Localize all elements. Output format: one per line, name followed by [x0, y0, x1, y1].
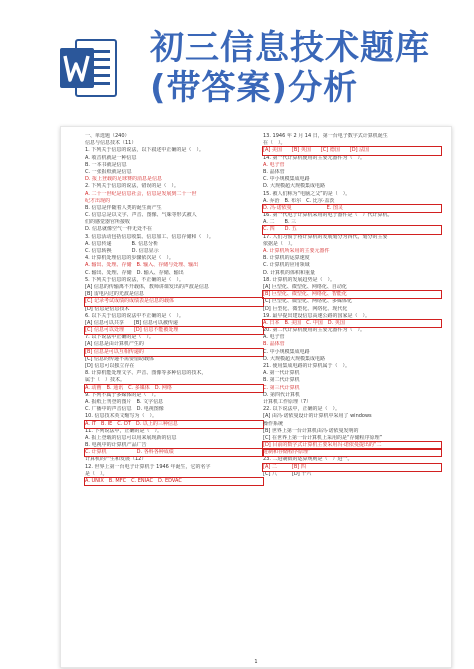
- question-line: A. 计算机所采用的主要元器件: [263, 248, 330, 254]
- question-line: 11. 下列说法中，正确的是（ ）。: [85, 427, 163, 434]
- question-line: C. 广播中的声音信息 D. 电视图像: [85, 406, 164, 413]
- question-line: 13. 1946 年 2 月 14 日，第一台电子数字式计算机诞生: [263, 133, 388, 139]
- question-line: 20. 第二代计算机使用的主要元器件为（ ）。: [263, 327, 366, 334]
- question-line: A. 动画 B. 通讯 C. 多媒体 D. 网络: [85, 385, 263, 392]
- question-line: C. 四 D. 五: [263, 226, 441, 233]
- left-column: [85, 133, 263, 485]
- question-line: C. 输出、处理、存储 D. 输入、存储、输出: [85, 269, 184, 276]
- question-line: 10. 信息技术英文缩写为（ ）。: [85, 413, 158, 420]
- question-line: [C] 信息可以处理 [D] 信息不能被处理: [85, 327, 263, 334]
- question-line: [A] 美国 [B] 英国 [C] 德国 [D] 法国: [263, 147, 441, 154]
- question-line: [A] 信息的传输离不开载体，教师讲课发出的声波是信息: [85, 283, 209, 290]
- question-line: C. 中小规模集成电路: [263, 348, 310, 355]
- question-line: D. 信息就像空气一样无处不在: [85, 226, 153, 233]
- question-line: A. 第一代计算机: [263, 370, 300, 377]
- question-line: 6. 以下关于信息的说法中不正确的是（ ）。: [85, 312, 184, 319]
- question-line: 5. 下列关于信息的说法，不正确的是（ ）。: [85, 276, 184, 283]
- page-number: 1: [254, 659, 258, 665]
- question-line: B. 计算机的运算速度: [263, 255, 310, 262]
- question-line: 17. 人们习惯于将计算机的发展划分为四代，划分的主要: [263, 233, 388, 240]
- question-line: C. 第三代计算机: [263, 384, 300, 391]
- question-line: C. 信息总是以文字、声音、图像、气味等形式被人: [85, 212, 197, 219]
- question-line: [A] 信息可以共享 [B] 信息可以被传递: [85, 319, 178, 326]
- question-line: C. 中小规模集成电路: [263, 176, 310, 183]
- question-line: C. 计算机 D. 各科各种成绩: [85, 449, 263, 456]
- question-line: 15. 被人们称为“电脑之父”的是（ ）。: [263, 190, 351, 197]
- question-line: 22. 以下说法中，正确的是（ ）。: [263, 406, 341, 413]
- question-line: 依据是（ ）。: [263, 240, 296, 247]
- question-line: B. 信息是伴随着人类的诞生而产生: [85, 204, 162, 211]
- question-line: 16. 第一代电子计算机采用的电子器件是（ ）代计算机。: [263, 212, 393, 219]
- question-line: 属于（ ）技术。: [85, 377, 126, 384]
- question-line: A. 收音机就是一种信息: [85, 154, 137, 161]
- question-line: [C] 记录考试成绩的成绩表是信息的载体: [85, 298, 263, 305]
- question-line: A. 报上登载的信息可以用来展现新的信息: [85, 434, 177, 441]
- question-line: C. 计算机的应用领域: [263, 262, 310, 269]
- question-line: 计算机工作原理（7）: [263, 398, 312, 405]
- question-line: D. 计算机的体积和重量: [263, 269, 316, 276]
- question-line: A. 电子管: [263, 334, 285, 341]
- question-line: 在（ ）。: [263, 140, 286, 147]
- right-column: [263, 133, 441, 478]
- question-line: [B] 世界上第一台计算机由冯·诺依曼发明的: [263, 427, 359, 434]
- page-title: [150, 28, 430, 108]
- document-page: [60, 126, 452, 668]
- question-line: B. 晶体管: [263, 341, 285, 348]
- question-line: 3. 信息活动包括信息收集、信息加工、信息存储和（ ）。: [85, 233, 214, 240]
- question-line: 1. 下列关于信息的说法，以下叙述中正确的是（ ）。: [85, 147, 204, 154]
- question-line: 18. 计算机的发展趋势是（ ）。: [263, 276, 336, 283]
- question-line: 7. 以下说法中正确的是（ ）。: [85, 334, 154, 341]
- question-line: [C] 信息的传递不需要借助载体: [85, 355, 154, 362]
- question-line: [A] 二 [B] 四: [263, 464, 441, 471]
- question-line: 23. 二进制数的运算规则是（ ）进一。: [263, 456, 353, 463]
- question-line: 2. 下列关于信息的说法，错误的是（ ）。: [85, 183, 179, 190]
- question-line: D. 大规模超大规模集成电路: [263, 355, 326, 362]
- question-line: [D] 巨型化、微型化、网络化、现代化: [263, 305, 348, 312]
- title-line-1: 初三信息技术题库: [150, 28, 430, 68]
- question-line: 8. 计算机能处理文字、声音、图像等多种信息的技术，: [85, 370, 207, 377]
- header: [0, 0, 474, 120]
- question-line: 操作系统: [263, 420, 284, 427]
- question-line: C. 一张报纸就是信息: [85, 168, 132, 175]
- question-line: A. 信息传递 B. 信息分析: [85, 240, 159, 247]
- question-line: A. 报纸上刊登的图片 B. 文字信息: [85, 398, 164, 405]
- question-line: [C] 巨型化、微型化、网络化、多媒体化: [263, 298, 352, 305]
- title-line-2: (带答案)分析: [150, 68, 359, 108]
- question-line: 12. 世界上第一台电子计算机于 1946 年诞生，它的名字: [85, 463, 211, 470]
- question-line: A. 二十一世纪是信息社会，信息是发展到二十一世: [85, 190, 197, 197]
- question-line: [A] 信息是由计算机产生的: [85, 341, 144, 348]
- question-line: [D] 目前的数字式计算机主要采用冯·诺依曼提出的“二: [263, 442, 441, 449]
- question-line: A. UNIX B. MFC C. ENIAC D. EDVAC: [85, 478, 263, 485]
- question-line: 4. 计算机处理信息的步骤依次是（ ）。: [85, 255, 174, 262]
- question-line: B. 电视中的计算机产品广告: [85, 442, 147, 449]
- question-line: [C] 八 [D] 十六: [263, 470, 312, 477]
- question-line: [A] 巨型化、微型化、网络化、自动化: [263, 283, 347, 290]
- question-line: A. 输出、处理、存储 B. 输入、存储与处理、输出: [85, 262, 199, 269]
- question-line: 21. 使用集成电路的计算机属于（ ）。: [263, 363, 351, 369]
- question-line: [B] 信息是可以互相传递的: [85, 349, 263, 356]
- question-line: C. 信息转换 D. 信息显示: [85, 248, 159, 254]
- question-line: 信息与信息技术（11）: [85, 140, 137, 147]
- question-line: [C] 在世界上第一台计算机上采用的是“存储程序原理”: [263, 434, 383, 441]
- question-line: [A] 由冯·诺依曼设计的计算机中采用了 windows: [263, 413, 372, 420]
- question-line: 19. 最早提出建设信息高速公路的国家是（ ）。: [263, 312, 371, 319]
- word-document-icon: [60, 36, 118, 100]
- question-line: 一、单选题（240）: [85, 133, 130, 139]
- question-line: D. 报上登载的足球赛的消息是信息: [85, 176, 163, 183]
- question-line: B. 晶体管: [263, 168, 285, 175]
- question-line: 是（ ）。: [85, 470, 108, 477]
- question-line: [B] 雷电闪过的光波是信息: [85, 291, 144, 298]
- question-line: 计算机的产生和发展（12）: [85, 456, 147, 463]
- question-line: 纪才出现的: [85, 197, 111, 204]
- question-line: 进制和存储程序原理”: [263, 449, 441, 456]
- question-line: D. 冯·诺依曼 E. 图灵: [263, 205, 441, 212]
- question-line: A. 二 B. 三: [263, 219, 297, 226]
- question-line: A. 日本 B. 美国 C. 中国 D. 英国: [263, 320, 441, 327]
- question-line: [B] 巨型化、微型化、网络化、智能化: [263, 291, 441, 298]
- question-line: 14. 第一代计算机使用的主要元器件为（ ）。: [263, 154, 366, 161]
- question-line: B. 一本书就是信息: [85, 161, 127, 168]
- question-line: A. 乔治 B. 布尔 C. 比尔·盖茨: [263, 197, 335, 204]
- question-line: A. 电子管: [263, 161, 285, 168]
- question-line: A. IT B. IE C. DT D. 以上的三种信息: [85, 421, 263, 428]
- question-line: 9. 下列不属于多媒体的是（ ）。: [85, 391, 159, 398]
- question-line: D. 第四代计算机: [263, 391, 301, 398]
- question-line: B. 第二代计算机: [263, 377, 300, 384]
- question-line: D. 大规模超大规模集成电路: [263, 183, 326, 190]
- question-line: 们的感觉器官所接收: [85, 219, 131, 226]
- question-line: [D] 信息是信息技术: [85, 305, 130, 312]
- question-line: [D] 信息可以独立存在: [85, 363, 135, 369]
